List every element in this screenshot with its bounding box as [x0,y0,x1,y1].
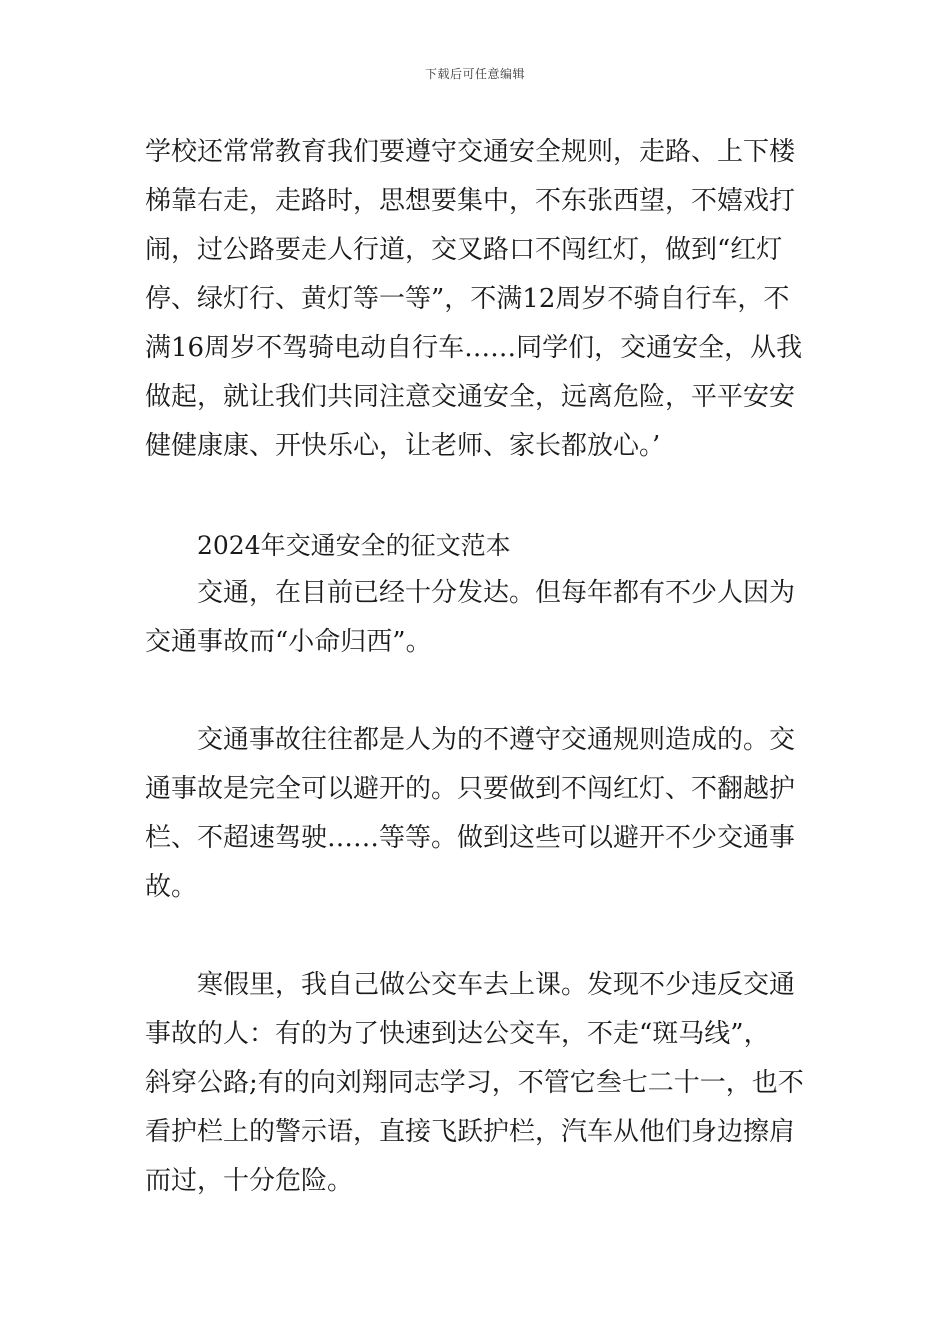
text-line: 闹，过公路要走人行道，交叉路口不闯红灯，做到“红灯 [145,235,783,265]
paragraph-gap [145,667,810,716]
text-line: 梯靠右走，走路时，思想要集中，不东张西望，不嬉戏打 [145,186,796,216]
text-line: 栏、不超速驾驶……等等。做到这些可以避开不少交通事 [145,823,796,853]
text-line: 做起，就让我们共同注意交通安全，远离危险，平平安安 [145,382,796,412]
text-line: 交通事故而“小命归西”。 [145,627,432,657]
paragraph-gap [145,912,810,961]
text-line: 健健康康、开快乐心，让老师、家长都放心。’ [145,431,661,461]
paragraph-gap [145,471,810,520]
paragraph-causes [145,716,810,912]
text-line: 寒假里，我自己做公交车去上课。发现不少违反交通 [197,970,796,1000]
text-line: 而过，十分危险。 [145,1166,354,1196]
text-line: 交通，在目前已经十分发达。但每年都有不少人因为 [197,578,796,608]
document-body [145,128,810,1206]
text-line: 故。 [145,872,198,902]
paragraph-school-rules [145,128,810,471]
paragraph-winter-vacation [145,961,810,1206]
essay-title: 2024年交通安全的征文范本 [197,531,511,560]
text-line: 斜穿公路;有的向刘翔同志学习，不管它叁七二十一，也不 [145,1068,804,1098]
page-header-note: 下载后可任意编辑 [424,67,525,81]
text-line: 停、绿灯行、黄灯等一等”，不满12周岁不骑自行车，不 [145,284,790,314]
paragraph-intro [145,569,810,667]
text-line: 事故的人：有的为了快速到达公交车，不走“斑马线”， [145,1019,770,1049]
text-line: 通事故是完全可以避开的。只要做到不闯红灯、不翻越护 [145,774,796,804]
text-line: 学校还常常教育我们要遵守交通安全规则，走路、上下楼 [145,137,796,167]
text-line: 交通事故往往都是人为的不遵守交通规则造成的。交 [197,725,796,755]
text-line: 满16周岁不驾骑电动自行车……同学们，交通安全，从我 [145,333,803,363]
text-line: 看护栏上的警示语，直接飞跃护栏，汽车从他们身边擦肩 [145,1117,796,1147]
